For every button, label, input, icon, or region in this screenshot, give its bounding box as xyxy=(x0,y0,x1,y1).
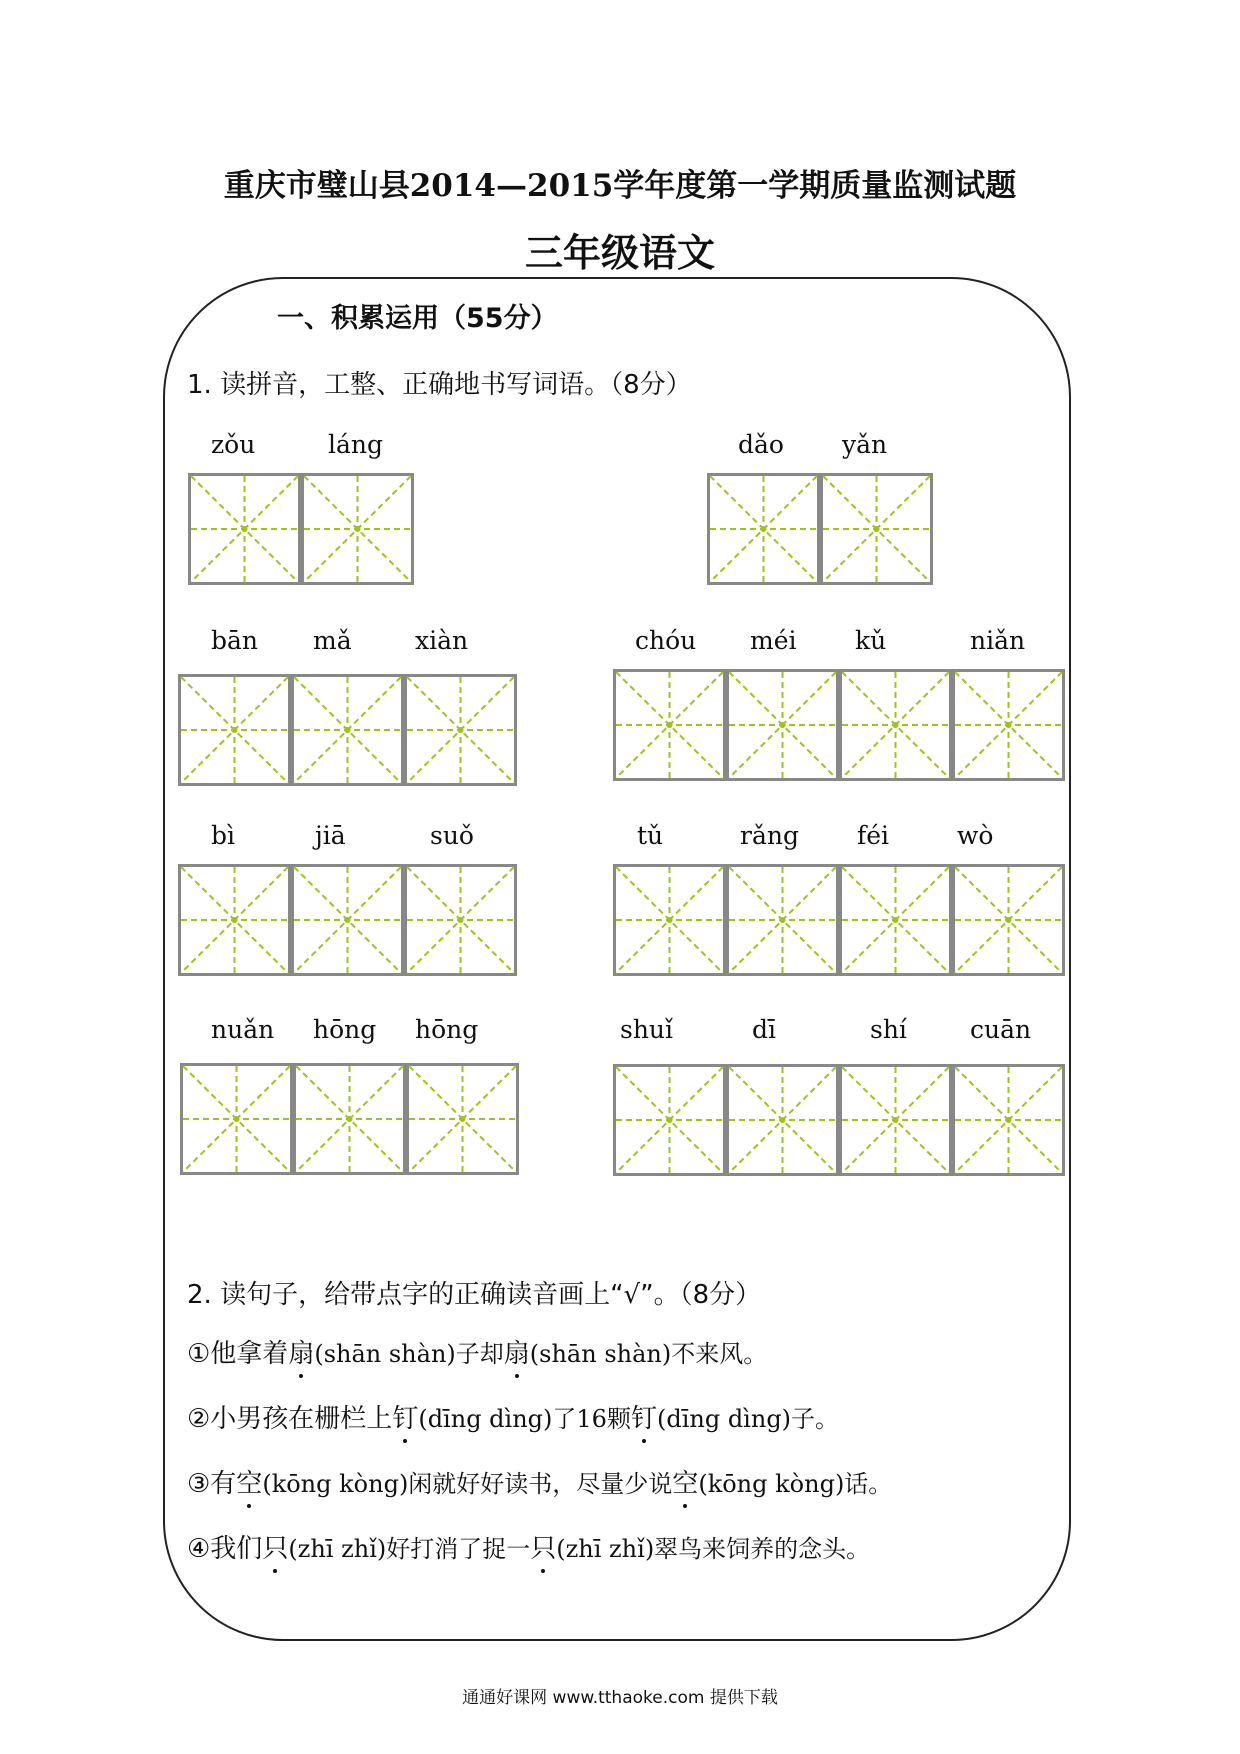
pinyin-label: shuǐ xyxy=(620,1015,674,1044)
writing-grid-box[interactable] xyxy=(726,864,839,976)
writing-grid-box[interactable] xyxy=(404,864,517,976)
pinyin-options[interactable]: (shān shàn)子却 xyxy=(314,1340,504,1368)
pinyin-options[interactable]: (shān shàn)不来风。 xyxy=(529,1340,768,1368)
sentence-text: ④我们 xyxy=(187,1534,263,1564)
writing-grid-box[interactable] xyxy=(707,473,820,585)
question-2-prompt: 2. 读句子，给带点字的正确读音画上“√”。（8分） xyxy=(187,1280,762,1310)
pinyin-options[interactable]: (kōng kòng)话。 xyxy=(698,1470,893,1498)
pinyin-label: wò xyxy=(957,821,994,850)
pinyin-options[interactable]: (zhī zhǐ)好打消了捉一 xyxy=(288,1535,531,1563)
pinyin-label: tǔ xyxy=(637,821,664,850)
pinyin-label: shí xyxy=(870,1015,907,1044)
writing-grid-box[interactable] xyxy=(301,473,414,585)
writing-grid-box[interactable] xyxy=(291,674,404,786)
writing-grid-box[interactable] xyxy=(178,674,291,786)
sentence-item-1 xyxy=(187,1333,767,1370)
download-footer: 通通好课网 www.tthaoke.com 提供下载 xyxy=(462,1688,778,1708)
section-heading: 一、积累运用（55分） xyxy=(277,303,558,334)
pinyin-label: xiàn xyxy=(415,626,469,655)
pinyin-label: bān xyxy=(211,626,259,655)
writing-grid-box[interactable] xyxy=(726,669,839,781)
sentence-item-2 xyxy=(187,1398,839,1435)
question-1-prompt: 1. 读拼音，工整、正确地书写词语。（8分） xyxy=(187,370,692,400)
pinyin-label: rǎng xyxy=(740,821,799,850)
dotted-character: 只 xyxy=(530,1528,556,1565)
sentence-text: ②小男孩在栅栏上 xyxy=(187,1404,393,1434)
pinyin-label: bì xyxy=(211,821,235,850)
pinyin-label: suǒ xyxy=(430,821,474,850)
writing-grid-box[interactable] xyxy=(293,1063,406,1175)
writing-grid-box[interactable] xyxy=(839,669,952,781)
dotted-character: 钉 xyxy=(631,1398,657,1435)
sentence-item-4 xyxy=(187,1528,870,1565)
sentence-text: ①他拿着 xyxy=(187,1339,289,1369)
writing-grid-box[interactable] xyxy=(952,669,1065,781)
writing-grid-box[interactable] xyxy=(178,864,291,976)
pinyin-options[interactable]: (kōng kòng)闲就好好读书，尽量少说 xyxy=(262,1470,673,1498)
pinyin-label: nuǎn xyxy=(211,1015,275,1044)
exam-title: 重庆市璧山县2014—2015学年度第一学期质量监测试题 xyxy=(223,168,1017,204)
dotted-character: 扇 xyxy=(504,1333,530,1370)
writing-grid-box[interactable] xyxy=(613,669,726,781)
dotted-character: 扇 xyxy=(288,1333,314,1370)
writing-grid-box[interactable] xyxy=(952,864,1065,976)
writing-grid-box[interactable] xyxy=(291,864,404,976)
sentence-text: ③有 xyxy=(187,1469,237,1499)
dotted-character: 空 xyxy=(236,1463,262,1500)
pinyin-label: mǎ xyxy=(313,626,352,655)
pinyin-label: chóu xyxy=(635,626,697,655)
pinyin-label: jiā xyxy=(315,821,346,850)
pinyin-label: kǔ xyxy=(855,626,887,655)
pinyin-label: dī xyxy=(752,1015,776,1044)
writing-grid-box[interactable] xyxy=(952,1064,1065,1176)
sentence-item-3 xyxy=(187,1463,892,1500)
writing-grid-box[interactable] xyxy=(613,1064,726,1176)
writing-grid-box[interactable] xyxy=(726,1064,839,1176)
pinyin-options[interactable]: (zhī zhǐ)翠鸟来饲养的念头。 xyxy=(556,1535,871,1563)
pinyin-label: dǎo xyxy=(738,430,784,459)
dotted-character: 钉 xyxy=(392,1398,418,1435)
writing-grid-box[interactable] xyxy=(180,1063,293,1175)
pinyin-options[interactable]: (dīng dìng)了16颗 xyxy=(418,1405,631,1433)
writing-grid-box[interactable] xyxy=(406,1063,519,1175)
pinyin-label: féi xyxy=(857,821,890,850)
pinyin-label: yǎn xyxy=(842,430,888,459)
dotted-character: 空 xyxy=(672,1463,698,1500)
writing-grid-box[interactable] xyxy=(839,1064,952,1176)
dotted-character: 只 xyxy=(262,1528,288,1565)
writing-grid-box[interactable] xyxy=(839,864,952,976)
pinyin-label: niǎn xyxy=(970,626,1026,655)
pinyin-label: hōng xyxy=(415,1015,479,1044)
pinyin-label: méi xyxy=(750,626,797,655)
pinyin-label: cuān xyxy=(970,1015,1032,1044)
writing-grid-box[interactable] xyxy=(188,473,301,585)
writing-grid-box[interactable] xyxy=(404,674,517,786)
writing-grid-box[interactable] xyxy=(613,864,726,976)
writing-grid-box[interactable] xyxy=(820,473,933,585)
pinyin-label: hōng xyxy=(313,1015,377,1044)
pinyin-label: zǒu xyxy=(211,430,256,459)
pinyin-label: láng xyxy=(328,430,384,459)
pinyin-options[interactable]: (dīng dìng)子。 xyxy=(656,1405,840,1433)
exam-subject: 三年级语文 xyxy=(524,231,715,275)
